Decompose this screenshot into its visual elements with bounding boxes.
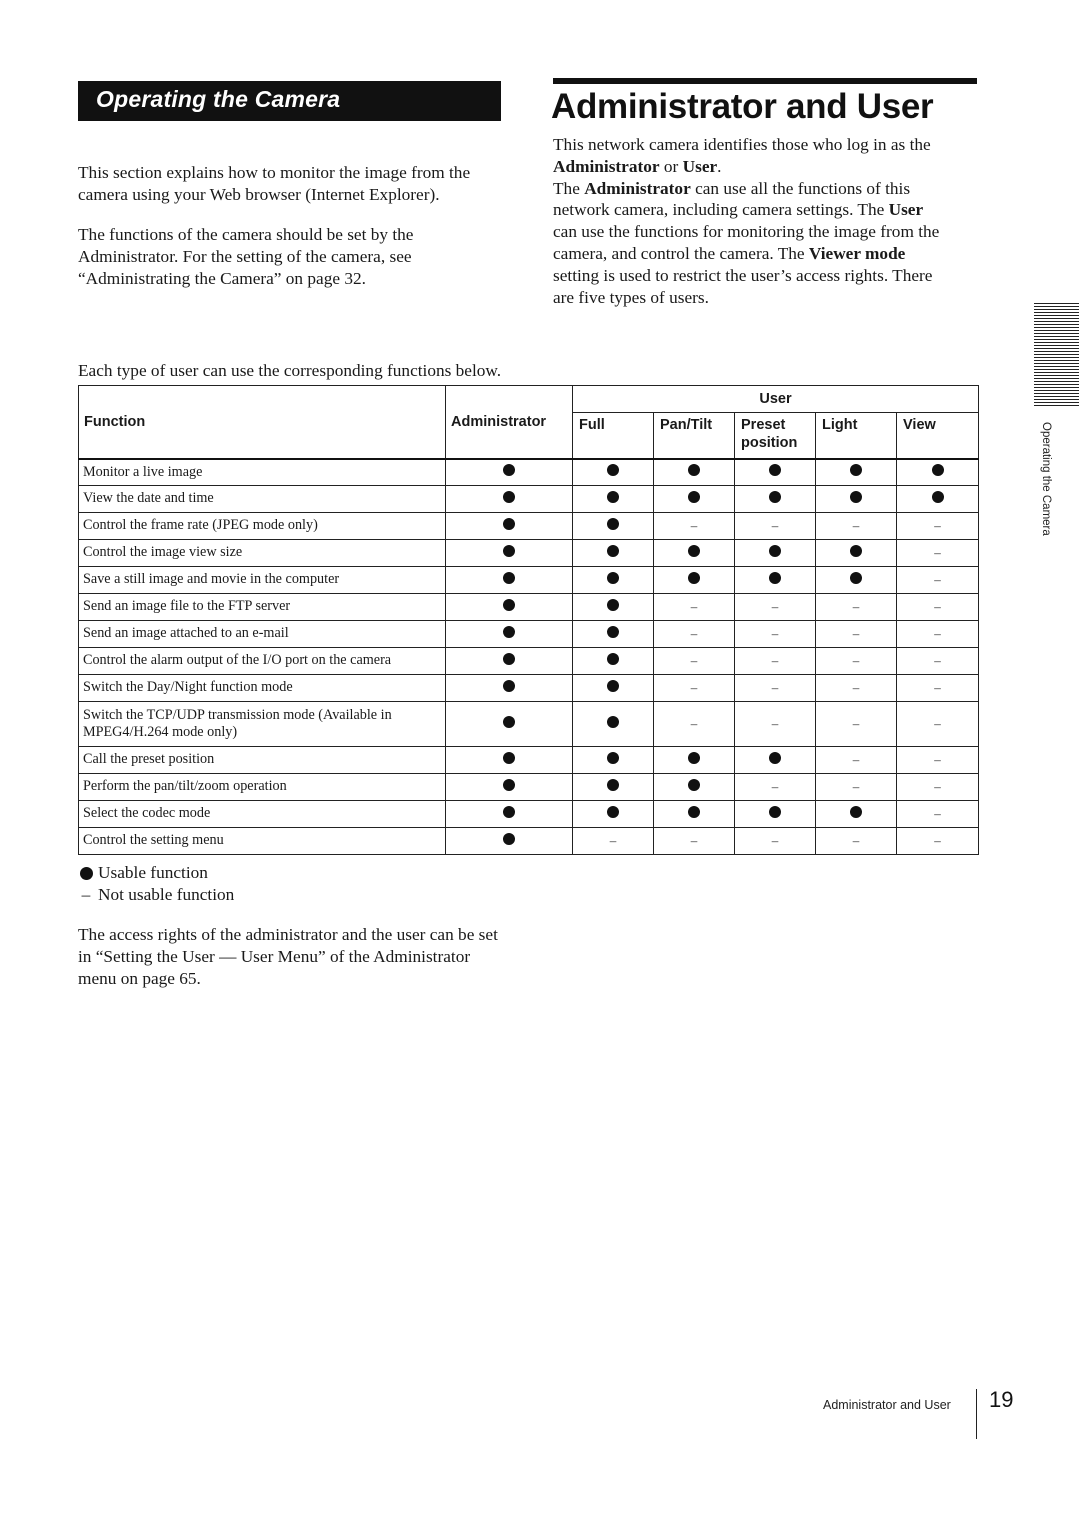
side-tab-line <box>1034 342 1079 343</box>
side-tab-line <box>1034 312 1079 313</box>
usable-cell <box>816 567 897 594</box>
not-usable-cell <box>816 513 897 540</box>
dash-icon: – <box>852 779 860 794</box>
usable-cell <box>573 702 654 747</box>
usable-dot-icon <box>78 862 94 886</box>
not-usable-cell <box>654 513 735 540</box>
side-tab-line <box>1034 351 1079 352</box>
side-tab-line <box>1034 399 1079 400</box>
usable-dot-icon <box>607 572 619 584</box>
usable-cell <box>816 540 897 567</box>
intro-line: setting is used to restrict the user’s access rights. There <box>553 265 933 285</box>
not-usable-cell <box>897 747 979 774</box>
function-cell: Control the setting menu <box>79 828 446 855</box>
text-run: can use all the functions of this <box>690 178 911 198</box>
dash-icon: – <box>852 653 860 668</box>
header-administrator: Administrator <box>446 386 573 459</box>
dash-icon: – <box>934 806 941 821</box>
legend-not-usable-label: Not usable function <box>98 885 235 904</box>
not-usable-cell <box>816 774 897 801</box>
usable-cell <box>735 486 816 513</box>
usable-cell <box>446 459 573 486</box>
usable-dot-icon <box>503 626 515 638</box>
side-tab-line <box>1034 381 1079 382</box>
header-full: Full <box>573 413 654 459</box>
intro-line: This network camera identifies those who log in as the <box>553 135 931 154</box>
usable-dot-icon <box>607 752 619 764</box>
usable-cell <box>573 675 654 702</box>
usable-cell <box>654 747 735 774</box>
usable-dot-icon <box>503 779 515 791</box>
dash-icon: – <box>934 545 941 560</box>
dash-icon: – <box>690 653 698 668</box>
not-usable-cell <box>735 513 816 540</box>
usable-dot-icon <box>503 716 515 728</box>
function-cell: Control the alarm output of the I/O port on the camera <box>79 648 446 675</box>
dash-icon: – <box>81 885 91 904</box>
usable-cell <box>573 540 654 567</box>
side-tab-line <box>1034 384 1079 385</box>
side-tab-line <box>1034 315 1079 316</box>
usable-dot-icon <box>769 806 781 818</box>
term-administrator: Administrator <box>584 178 691 198</box>
usable-dot-icon <box>607 626 619 638</box>
dash-icon: – <box>934 833 941 848</box>
usable-dot-icon <box>503 806 515 818</box>
settings-paragraph: The functions of the camera should be set by the Administrator. For the setting of the camera, see “Administrating the Camera” on page 32. <box>78 225 414 288</box>
usable-cell <box>735 567 816 594</box>
side-tab-line <box>1034 378 1079 379</box>
dash-icon: – <box>690 626 698 641</box>
not-usable-cell <box>897 702 979 747</box>
usable-dot-icon <box>607 491 619 503</box>
function-cell: Control the image view size <box>79 540 446 567</box>
term-viewer-mode: Viewer mode <box>808 243 906 263</box>
usable-cell <box>654 486 735 513</box>
side-tab-line <box>1034 360 1079 361</box>
function-cell: Control the frame rate (JPEG mode only) <box>79 513 446 540</box>
usable-dot-icon <box>607 653 619 665</box>
dash-icon: – <box>852 518 860 533</box>
table-row <box>79 702 979 747</box>
usable-cell <box>446 828 573 855</box>
not-usable-cell <box>897 513 979 540</box>
side-tab-line <box>1034 402 1079 403</box>
not-usable-cell <box>654 648 735 675</box>
dash-icon: – <box>934 626 941 641</box>
usable-dot-icon <box>688 545 700 557</box>
dash-icon: – <box>690 716 698 731</box>
usable-dot-icon <box>850 491 862 503</box>
usable-dot-icon <box>503 464 515 476</box>
section-banner <box>78 81 501 121</box>
term-user: User <box>888 200 924 220</box>
dash-icon: – <box>690 680 698 695</box>
usable-cell <box>446 513 573 540</box>
dash-icon: – <box>852 716 860 731</box>
not-usable-cell <box>897 594 979 621</box>
footer-rule <box>976 1389 977 1439</box>
intro-line <box>553 243 993 265</box>
dash-icon: – <box>852 833 860 848</box>
dash-icon: – <box>934 653 941 668</box>
usable-cell <box>654 540 735 567</box>
dash-icon: – <box>771 653 779 668</box>
usable-cell <box>573 459 654 486</box>
function-cell: Perform the pan/tilt/zoom operation <box>79 774 446 801</box>
table-row <box>79 459 979 486</box>
dash-icon: – <box>771 680 779 695</box>
not-usable-cell <box>897 774 979 801</box>
usable-dot-icon <box>769 545 781 557</box>
usable-cell <box>446 774 573 801</box>
usable-dot-icon <box>607 599 619 611</box>
table-row <box>79 594 979 621</box>
header-light: Light <box>816 413 897 459</box>
usable-cell <box>573 486 654 513</box>
side-tab-line <box>1034 327 1079 328</box>
header-preset-position: Preset position <box>735 413 816 459</box>
usable-dot-icon <box>769 491 781 503</box>
dash-icon: – <box>771 518 779 533</box>
dash-icon: – <box>690 833 698 848</box>
side-tab-line <box>1034 303 1079 304</box>
not-usable-cell <box>897 648 979 675</box>
side-tab-line <box>1034 393 1079 394</box>
side-tab-line <box>1034 339 1079 340</box>
not-usable-cell <box>816 594 897 621</box>
not-usable-cell <box>654 675 735 702</box>
usable-dot-icon <box>607 806 619 818</box>
closing-paragraph: The access rights of the administrator and the user can be set in “Setting the User — User Menu” of the Administrator menu on page 65. <box>78 925 498 988</box>
usable-dot-icon <box>850 572 862 584</box>
text-run: camera, and control the camera. The <box>553 243 809 263</box>
usable-dot-icon <box>503 491 515 503</box>
usable-cell <box>816 801 897 828</box>
header-user-group: User <box>573 386 979 413</box>
not-usable-cell <box>897 675 979 702</box>
usable-dot-icon <box>607 716 619 728</box>
intro-line: can use the functions for monitoring the image from the <box>553 222 940 242</box>
side-tab-line <box>1034 366 1079 367</box>
usable-dot-icon <box>932 464 944 476</box>
text-run: The <box>553 178 585 198</box>
usable-dot-icon <box>932 491 944 503</box>
table-row <box>79 540 979 567</box>
side-tab-line <box>1034 375 1079 376</box>
not-usable-cell <box>735 828 816 855</box>
function-cell: Send an image attached to an e-mail <box>79 621 446 648</box>
usable-dot-icon <box>607 464 619 476</box>
side-tab-line <box>1034 354 1079 355</box>
header-function: Function <box>79 386 446 459</box>
dash-icon: – <box>771 716 779 731</box>
table-row <box>79 747 979 774</box>
function-cell: Save a still image and movie in the computer <box>79 567 446 594</box>
dash-icon: – <box>934 752 941 767</box>
not-usable-cell <box>654 594 735 621</box>
table-row <box>79 774 979 801</box>
side-tab-line <box>1034 363 1079 364</box>
usable-dot-icon <box>688 779 700 791</box>
usable-cell <box>816 459 897 486</box>
usable-dot-icon <box>688 806 700 818</box>
not-usable-cell <box>816 621 897 648</box>
not-usable-cell <box>654 828 735 855</box>
title-rule <box>553 78 977 84</box>
side-tab-line <box>1034 306 1079 307</box>
footer-section-name: Administrator and User <box>823 1398 951 1412</box>
dash-icon: – <box>771 599 779 614</box>
table-row <box>79 513 979 540</box>
text-run: network camera, including camera settings. The <box>553 200 889 220</box>
usable-cell <box>654 774 735 801</box>
usable-cell <box>573 594 654 621</box>
header-view: View <box>897 413 979 459</box>
usable-cell <box>654 567 735 594</box>
term-user: User <box>682 156 718 176</box>
dash-icon: – <box>771 626 779 641</box>
dash-icon: – <box>852 680 860 695</box>
side-tab-line <box>1034 345 1079 346</box>
usable-cell <box>735 801 816 828</box>
usable-dot-icon <box>503 680 515 692</box>
dash-icon: – <box>771 779 779 794</box>
usable-cell <box>446 540 573 567</box>
usable-cell <box>897 459 979 486</box>
dash-icon: – <box>690 599 698 614</box>
usable-dot-icon <box>688 752 700 764</box>
usable-dot-icon <box>688 464 700 476</box>
usable-cell <box>446 648 573 675</box>
dash-icon: – <box>852 626 860 641</box>
usable-cell <box>573 621 654 648</box>
intro-line <box>553 199 993 221</box>
intro-line: are five types of users. <box>553 287 709 307</box>
table-row <box>79 486 979 513</box>
function-cell: View the date and time <box>79 486 446 513</box>
user-types-paragraph <box>553 134 993 308</box>
not-usable-cell <box>897 828 979 855</box>
side-tab-line <box>1034 321 1079 322</box>
page-title: Administrator and User <box>551 87 934 126</box>
usable-cell <box>573 747 654 774</box>
dash-icon: – <box>690 518 698 533</box>
function-cell: Select the codec mode <box>79 801 446 828</box>
side-tab-line <box>1034 372 1079 373</box>
section-title: Operating the Camera <box>96 86 341 112</box>
table-intro: Each type of user can use the corresponding functions below. <box>78 361 502 380</box>
not-usable-cell <box>816 828 897 855</box>
usable-dot-icon <box>607 680 619 692</box>
dash-icon: – <box>934 518 941 533</box>
table-body <box>79 459 979 855</box>
not-usable-cell <box>897 801 979 828</box>
usable-dot-icon <box>503 545 515 557</box>
function-cell: Monitor a live image <box>79 459 446 486</box>
side-tab-line <box>1034 357 1079 358</box>
usable-cell <box>446 621 573 648</box>
access-rights-table <box>78 385 979 855</box>
side-tab-line <box>1034 324 1079 325</box>
side-tab-line <box>1034 396 1079 397</box>
usable-dot-icon <box>607 518 619 530</box>
usable-dot-icon <box>850 806 862 818</box>
usable-cell <box>573 513 654 540</box>
dash-icon: – <box>934 599 941 614</box>
not-usable-cell <box>897 567 979 594</box>
usable-cell <box>446 801 573 828</box>
function-cell: Send an image file to the FTP server <box>79 594 446 621</box>
table-row <box>79 567 979 594</box>
usable-cell <box>735 459 816 486</box>
usable-dot-icon <box>503 752 515 764</box>
page-number: 19 <box>989 1387 1014 1412</box>
usable-cell <box>573 801 654 828</box>
side-tab-line <box>1034 309 1079 310</box>
side-tab-label: Operating the Camera <box>1040 422 1052 536</box>
usable-dot-icon <box>503 599 515 611</box>
legend-usable-label: Usable function <box>98 863 208 882</box>
usable-dot-icon <box>607 779 619 791</box>
function-cell: Switch the TCP/UDP transmission mode (Available in MPEG4/H.264 mode only) <box>79 702 446 747</box>
usable-cell <box>816 486 897 513</box>
dash-icon: – <box>852 752 860 767</box>
not-usable-cell <box>816 702 897 747</box>
usable-cell <box>446 747 573 774</box>
text-run: or <box>659 156 683 176</box>
not-usable-cell <box>735 675 816 702</box>
usable-cell <box>446 594 573 621</box>
side-tab-line <box>1034 369 1079 370</box>
usable-cell <box>446 486 573 513</box>
dash-icon: – <box>934 572 941 587</box>
usable-dot-icon <box>769 752 781 764</box>
side-tab-line <box>1034 330 1079 331</box>
side-tab-line <box>1034 333 1079 334</box>
intro-line <box>553 156 993 178</box>
table-row <box>79 675 979 702</box>
usable-dot-icon <box>503 653 515 665</box>
not-usable-cell <box>897 621 979 648</box>
not-usable-cell <box>573 828 654 855</box>
usable-cell <box>573 567 654 594</box>
usable-dot-icon <box>688 572 700 584</box>
usable-dot-icon <box>850 464 862 476</box>
side-tab-line <box>1034 390 1079 391</box>
not-usable-cell <box>735 648 816 675</box>
not-usable-cell <box>735 774 816 801</box>
usable-cell <box>654 801 735 828</box>
dash-icon: – <box>934 716 941 731</box>
not-usable-cell <box>735 702 816 747</box>
usable-dot-icon <box>607 545 619 557</box>
side-tab-line <box>1034 405 1079 406</box>
usable-cell <box>735 747 816 774</box>
usable-cell <box>897 486 979 513</box>
side-tab-line <box>1034 387 1079 388</box>
usable-dot-icon <box>688 491 700 503</box>
not-usable-cell <box>816 675 897 702</box>
not-usable-cell <box>654 621 735 648</box>
dash-icon: – <box>852 599 860 614</box>
function-cell: Call the preset position <box>79 747 446 774</box>
usable-cell <box>446 702 573 747</box>
side-tab-line <box>1034 348 1079 349</box>
usable-dot-icon <box>503 572 515 584</box>
not-usable-cell <box>654 702 735 747</box>
dash-icon: – <box>934 680 941 695</box>
table-row <box>79 648 979 675</box>
not-usable-cell <box>897 540 979 567</box>
usable-cell <box>573 774 654 801</box>
usable-dot-icon <box>503 833 515 845</box>
usable-dot-icon <box>850 545 862 557</box>
usable-cell <box>654 459 735 486</box>
not-usable-cell <box>816 747 897 774</box>
not-usable-cell <box>735 621 816 648</box>
dash-icon: – <box>771 833 779 848</box>
usable-cell <box>735 540 816 567</box>
table-row <box>79 828 979 855</box>
side-tab-marker <box>1034 303 1079 407</box>
term-administrator: Administrator <box>553 156 660 176</box>
usable-cell <box>446 675 573 702</box>
usable-cell <box>573 648 654 675</box>
side-tab-line <box>1034 336 1079 337</box>
usable-dot-icon <box>769 464 781 476</box>
function-cell: Switch the Day/Night function mode <box>79 675 446 702</box>
table-row <box>79 621 979 648</box>
intro-line <box>553 178 993 200</box>
text-run: . <box>717 156 722 176</box>
usable-cell <box>446 567 573 594</box>
dash-icon: – <box>934 779 941 794</box>
dash-icon: – <box>609 833 617 848</box>
not-usable-cell <box>816 648 897 675</box>
not-usable-cell <box>735 594 816 621</box>
table-row <box>79 801 979 828</box>
usable-dot-icon <box>769 572 781 584</box>
header-pan-tilt: Pan/Tilt <box>654 413 735 459</box>
usable-dot-icon <box>503 518 515 530</box>
intro-paragraph: This section explains how to monitor the image from the camera using your Web browser (Internet Explorer). <box>78 163 471 204</box>
side-tab-line <box>1034 318 1079 319</box>
